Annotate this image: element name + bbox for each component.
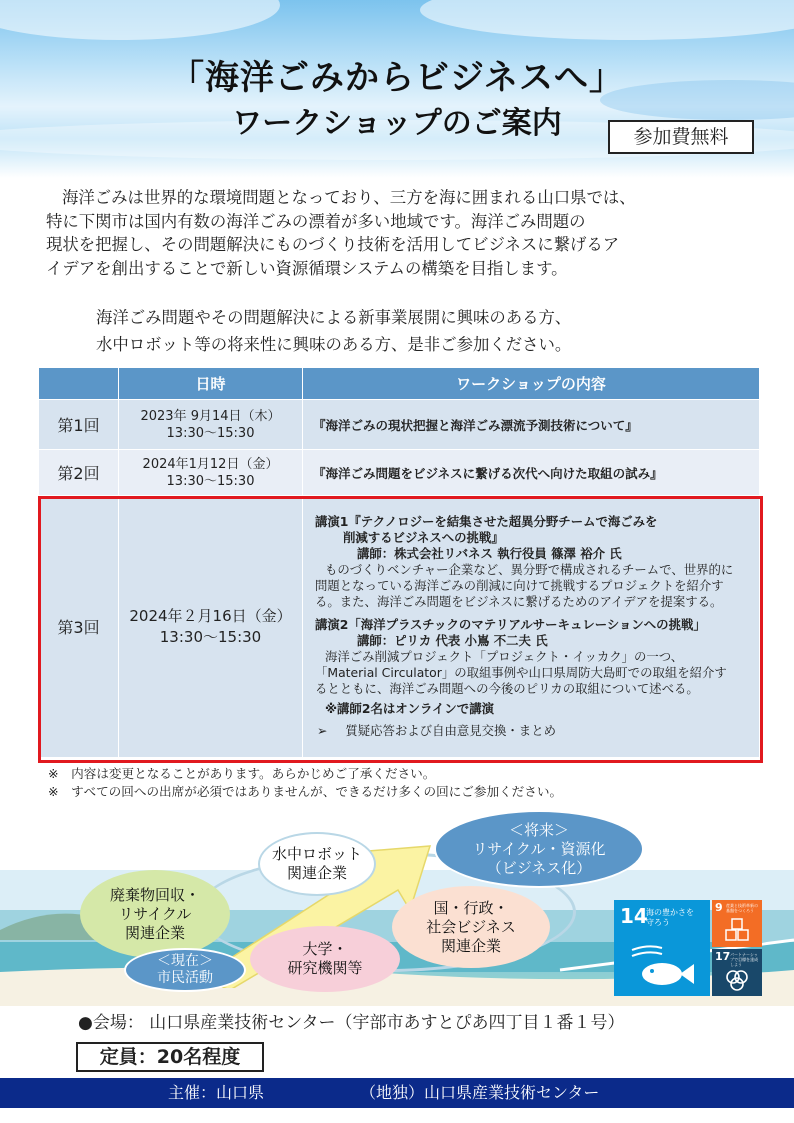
co-host-label: （地独）山口県産業技術センター <box>360 1083 600 1102</box>
university-bubble <box>250 926 400 992</box>
future-text2: （ビジネス化） <box>486 858 592 877</box>
lecture2-body: 海洋ごみ削減プロジェクト「プロジェクト・イッカク」の一つ、 <box>325 649 684 664</box>
waste-recycle-bubble <box>80 870 230 958</box>
lecture1-title: 講演1『テクノロジーを結集させた超異分野チームで海ごみを <box>315 514 658 529</box>
note-line: ※ 内容は変更となることがあります。あらかじめご了承ください。 <box>48 766 436 781</box>
session-time: 13:30～15:30 <box>159 627 262 646</box>
session-datetime <box>119 400 303 450</box>
now-label: ＜現在＞ <box>157 953 213 969</box>
interest-line: 水中ロボット等の将来性に興味のある方、是非ご参加ください。 <box>96 335 572 354</box>
title-line2: ワークショップのご案内 <box>232 106 562 141</box>
session-date: 2024年２月16日（金） <box>129 606 292 625</box>
waste-text: 廃棄物回収・ <box>109 885 200 904</box>
lecture2-body: 「Material Circulator」の取組事例や山口県周防大島町での取組を紹介す <box>315 665 727 680</box>
intro-paragraph <box>46 186 766 280</box>
session-time: 13:30～15:30 <box>166 473 255 489</box>
table-header-row <box>39 368 760 400</box>
intro-line: イデアを創出することで新しい資源循環システムの構築を目指します。 <box>46 258 568 278</box>
session-number: 第2回 <box>39 450 119 496</box>
arrow-bullet-icon: ➢ <box>317 723 328 738</box>
table-header-blank <box>39 368 119 400</box>
session-number: 第1回 <box>39 400 119 450</box>
intro-line: 現状を把握し、その問題解決にものづくり技術を活用してビジネスに繋げるア <box>46 235 620 254</box>
session-content <box>303 496 760 758</box>
sdg17-icon: 17 パートナーシップで目標を達成しよう <box>712 949 762 996</box>
workshop-table <box>38 367 760 758</box>
session-content: 『海洋ごみの現状把握と海洋ごみ漂流予測技術について』 <box>303 400 760 450</box>
table-row <box>39 400 760 450</box>
now-text: 市民活動 <box>157 970 213 986</box>
session-datetime <box>119 496 303 758</box>
capacity-box: 定員：20名程度 <box>76 1042 264 1072</box>
target-audience <box>96 304 756 358</box>
gov-text3: 関連企業 <box>440 936 501 955</box>
lecture1-title-cont: 削減するビジネスへの挑戦』 <box>343 530 504 545</box>
waste-text3: 関連企業 <box>124 923 185 942</box>
current-citizen-bubble <box>124 948 246 992</box>
note-line: ※ すべての回への出席が必須ではありませんが、できるだけ多くの回にご参加ください。 <box>48 784 563 799</box>
session-date: 2024年1月12日（金） <box>142 456 279 472</box>
session-time: 13:30～15:30 <box>166 425 255 441</box>
robot-company-bubble <box>258 832 376 896</box>
lecture1-body: 問題となっている海洋ごみの削減に向けて挑戦するプロジェクトを紹介す <box>315 578 724 593</box>
lecture2-title: 講演2「海洋プラスチックのマテリアルサーキュレーションへの挑戦」 <box>315 617 706 632</box>
future-label: ＜将来＞ <box>508 820 569 839</box>
session-content: 『海洋ごみ問題をビジネスに繋げる次代へ向けた取組の試み』 <box>303 450 760 496</box>
future-recycle-bubble <box>434 810 644 888</box>
fish-icon <box>628 940 698 990</box>
header-banner <box>0 0 794 178</box>
sdg-icons <box>614 900 762 996</box>
table-row <box>39 450 760 496</box>
cube-icon <box>724 916 752 944</box>
interest-line: 海洋ごみ問題やその問題解決による新事業展開に興味のある方、 <box>96 308 572 327</box>
session-number: 第3回 <box>39 496 119 758</box>
lecture1-body: ものづくりベンチャー企業など、異分野で構成されるチームで、世界的に <box>325 562 734 577</box>
table-header-content: ワークショップの内容 <box>303 368 760 400</box>
robot-text2: 関連企業 <box>286 864 347 882</box>
table-header-date: 日時 <box>119 368 303 400</box>
table-row <box>39 496 760 758</box>
univ-text: 大学・ <box>302 940 348 958</box>
notes <box>48 765 562 801</box>
fee-badge: 参加費無料 <box>608 120 754 154</box>
intro-line: 特に下関市は国内有数の海洋ごみの漂着が多い地域です。海洋ごみ問題の <box>46 211 586 231</box>
gov-text: 国・行政・ <box>433 898 509 917</box>
sdg14-text: 海の豊かさを 守ろう <box>646 908 694 927</box>
session-datetime <box>119 450 303 496</box>
lecture2-body: るとともに、海洋ごみ問題への今後のピリカの取組について述べる。 <box>315 681 699 696</box>
title-line1: 「海洋ごみからビジネスへ」 <box>170 58 624 98</box>
robot-text: 水中ロボット <box>271 845 362 863</box>
sdg17-text: パートナーシップで目標を達成しよう <box>730 952 759 967</box>
session-date: 2023年 9月14日（木） <box>140 408 281 424</box>
organizer-bar <box>0 1078 794 1108</box>
host-label: 主催：山口県 <box>168 1083 265 1102</box>
lecture2-speaker: 講師：ピリカ 代表 小嶌 不二夫 氏 <box>357 633 548 648</box>
qa-text: 質疑応答および自由意見交換・まとめ <box>345 723 556 738</box>
sdg9-text: 産業と技術革新の基盤をつくろう <box>726 903 758 913</box>
online-note: ※講師2名はオンラインで講演 <box>325 701 494 716</box>
sdg9-icon: 9 産業と技術革新の基盤をつくろう <box>712 900 762 947</box>
gov-social-bubble <box>392 886 550 968</box>
intro-line: 海洋ごみは世界的な環境問題となっており、三方を海に囲まれる山口県では、 <box>62 188 636 207</box>
lecture1-speaker: 講師：株式会社リバネス 執行役員 篠澤 裕介 氏 <box>357 546 622 561</box>
rings-icon <box>724 967 750 993</box>
waste-text2: リサイクル <box>118 904 192 923</box>
future-text: リサイクル・資源化 <box>472 839 606 858</box>
sdg14-icon: 14 海の豊かさを 守ろう <box>614 900 710 996</box>
gov-text2: 社会ビジネス <box>426 917 516 936</box>
qa-item <box>315 723 751 739</box>
univ-text2: 研究機関等 <box>287 959 363 977</box>
venue-info: ●会場： 山口県産業技術センター（宇部市あすとぴあ四丁目１番１号） <box>78 1013 625 1033</box>
lecture1-body: る。また、海洋ごみ問題をビジネスに繋げるためのアイデアを提案する。 <box>315 594 723 609</box>
